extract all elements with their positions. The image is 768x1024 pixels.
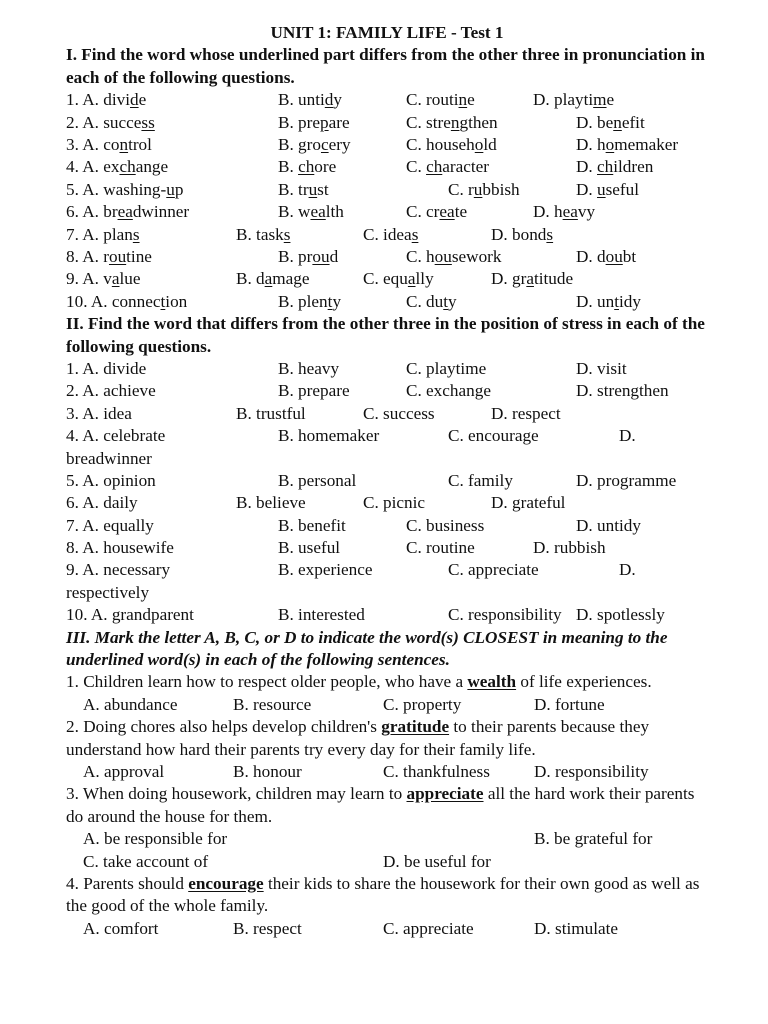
section-1-heading: I. Find the word whose underlined part differs from the other three in pronunciation in each of the following questions. [66,45,705,87]
question-row [66,515,708,537]
question-text: 3. When doing housework, children may learn to appreciate all the hard work their parents do around the house for them. [66,784,695,826]
underlined-part: ou [312,246,330,266]
underlined-part: a [264,269,273,289]
option-c: C. routine [406,90,475,110]
underlined-part: ea [562,202,578,222]
option-b: B. prepare [278,381,350,401]
section-3-question-2 [66,716,708,783]
question-row [66,380,708,402]
option-a: 7. A. equally [66,515,154,535]
option-c: C. picnic [363,493,426,513]
option-a: 8. A. housewife [66,538,174,558]
underlined-part: o [605,135,615,154]
underlined-keyword: encourage [188,874,264,894]
option-c: C. property [383,694,462,714]
option-c: C. household [406,135,497,154]
underlined-part: ss [141,112,155,132]
question-text: 2. Doing chores also helps develop children's gratitude to their parents because they understand how hard their parents try every day for their family life. [66,717,650,759]
option-d: D. children [576,157,654,177]
option-b: B. personal [278,470,357,490]
underlined-part: m [593,90,607,110]
option-d: D. rubbish [533,538,606,558]
question-row [66,246,708,268]
underlined-part: s [132,224,140,244]
option-d: D. homemaker [576,135,679,154]
option-a: 4. A. celebrate [66,426,166,446]
answer-options [66,851,708,873]
option-c: C. take account of [83,851,209,871]
answer-options [66,918,708,940]
underlined-part: s [546,224,554,244]
option-b: B. prepare [278,112,350,132]
section-3-heading: III. Mark the letter A, B, C, or D to indicate the word(s) CLOSEST in meaning to the underlined word(s) in each of the following sentences. [66,627,668,670]
option-c: C. exchange [406,381,491,401]
underlined-part: ch [119,157,136,177]
underlined-part: ou [108,246,127,266]
option-a: A. be responsible for [83,829,228,849]
option-c: C. ideas [363,224,419,244]
underlined-part: n [613,112,622,132]
underlined-part: c [320,135,329,154]
option-b: B. grocery [278,135,351,154]
underlined-part: t [614,291,619,311]
option-b: B. tasks [236,224,291,244]
question-row [66,604,708,626]
underlined-part: ea [439,202,455,222]
underlined-part: t [443,291,449,311]
option-d: D. strengthen [576,381,669,401]
option-c: C. thankfulness [383,762,490,782]
option-b: B. wealth [278,202,344,222]
underlined-part: a [111,269,120,289]
option-d: D. stimulate [534,918,619,938]
option-b: B. experience [278,560,373,580]
option-c: C. appreciate [383,918,474,938]
option-c: C. responsibility [448,605,562,625]
option-d: D. spotlessly [576,605,665,625]
option-a: 10. A. connection [66,291,188,311]
page-title: UNIT 1: FAMILY LIFE - Test 1 [270,23,504,42]
option-b: B. believe [236,493,306,513]
option-d: D. untidy [576,291,641,311]
option-d: D. visit [576,358,627,378]
question-row [66,425,708,447]
option-b: B. be grateful for [534,829,653,849]
option-c: C. encourage [448,426,539,446]
option-c: C. equally [363,269,434,289]
question-row [66,201,708,223]
option-d: D. grateful [491,493,566,513]
underlined-part: ea [310,202,326,222]
answer-options [66,761,708,783]
option-c: C. housework [406,246,502,266]
option-a: 1. A. divide [66,358,147,378]
option-d: D. [619,560,636,580]
section-2-questions [66,358,708,627]
option-b: B. damage [236,269,310,289]
underlined-part: a [526,269,534,289]
option-d: D. gratitude [491,269,574,289]
underlined-part: ou [434,246,452,266]
option-c: C. success [363,403,435,423]
underlined-part: u [597,179,606,199]
option-b: B. plenty [278,291,342,311]
question-row [66,492,708,514]
option-a: 10. A. grandparent [66,605,194,625]
underlined-keyword: gratitude [381,717,450,737]
option-b: B. trustful [236,403,306,423]
option-b: B. homemaker [278,426,380,446]
question-row [66,156,708,178]
underlined-part: p [320,112,329,132]
question-row [66,112,708,134]
wrapped-option-text: breadwinner [66,448,152,468]
answer-options [66,828,708,850]
question-row [66,537,708,559]
option-d: D. benefit [576,112,645,132]
option-b: B. untidy [278,90,342,110]
option-a: 9. A. necessary [66,560,171,580]
option-a: 8. A. routine [66,246,152,266]
option-a: 6. A. daily [66,493,138,513]
option-c: C. business [406,515,485,535]
option-b: B. useful [278,538,341,558]
option-d: D. responsibility [534,762,649,782]
option-d: D. useful [576,179,640,199]
option-b: B. honour [233,762,302,782]
question-row [66,470,708,492]
option-c: C. strengthen [406,112,498,132]
question-row [66,179,708,201]
section-1-questions [66,89,708,313]
underlined-part: n [119,135,129,154]
underlined-part: t [160,291,166,311]
underlined-part: u [473,179,483,199]
option-d: D. doubt [576,246,637,266]
underlined-part: ch [298,157,315,177]
option-c: C. character [406,157,490,177]
underlined-part: ou [605,246,623,266]
underlined-part: u [308,179,318,199]
question-row [66,134,708,156]
option-d: D. be useful for [383,851,491,871]
option-a: 1. A. divide [66,90,147,110]
underlined-part: o [474,135,484,154]
option-a: A. approval [83,762,165,782]
option-d: D. untidy [576,515,641,535]
underlined-part: d [129,90,139,110]
underlined-part: n [458,90,468,110]
question-text: 1. Children learn how to respect older people, who have a wealth of life experiences. [66,672,652,692]
underlined-part: s [283,224,291,244]
underlined-part: ch [426,157,443,177]
option-b: B. heavy [278,358,340,378]
option-a: 5. A. washing-up [66,179,184,199]
answer-options [66,694,708,716]
option-b: B. chore [278,157,337,177]
underlined-part: d [324,90,334,110]
question-row [66,403,708,425]
section-3-question-1 [66,671,708,716]
option-a: 7. A. plans [66,224,140,244]
underlined-part: u [166,179,175,199]
underlined-part: a [407,269,416,289]
option-a: A. comfort [83,918,159,938]
underlined-part: n [450,112,460,132]
question-row [66,89,708,111]
question-row [66,224,708,246]
option-d: D. [619,426,636,446]
option-a: A. abundance [83,694,178,714]
option-d: D. bonds [491,224,554,244]
underlined-keyword: appreciate [406,784,484,804]
option-a: 2. A. achieve [66,381,156,401]
option-a: 4. A. exchange [66,157,169,177]
section-3-question-4 [66,873,708,940]
question-row [66,358,708,380]
question-row [66,268,708,290]
option-b: B. trust [278,179,329,199]
question-row [66,291,708,313]
option-a: 3. A. control [66,135,152,154]
underlined-part: t [327,291,333,311]
option-a: 5. A. opinion [66,470,156,490]
option-b: B. resource [233,694,312,714]
option-b: B. respect [233,918,302,938]
option-d: D. programme [576,470,677,490]
section-3-question-3 [66,783,708,873]
option-a: 6. A. breadwinner [66,202,190,222]
section-2-heading: II. Find the word that differs from the other three in the position of stress in each of the following questions. [66,314,705,356]
option-d: D. heavy [533,202,596,222]
option-a: 9. A. value [66,269,141,289]
option-c: C. rubbish [448,179,520,199]
option-a: 2. A. success [66,112,155,132]
option-d: D. playtime [533,90,615,110]
underlined-part: s [411,224,419,244]
option-d: D. respect [491,403,561,423]
option-b: B. interested [278,605,365,625]
option-c: C. appreciate [448,560,539,580]
question-text: 4. Parents should encourage their kids to share the housework for their own good as well as the good of the whole family. [66,874,700,916]
option-b: B. benefit [278,515,346,535]
option-c: C. create [406,202,468,222]
option-b: B. proud [278,246,339,266]
option-a: 3. A. idea [66,403,132,423]
underlined-keyword: wealth [467,672,517,692]
underlined-part: ea [117,202,133,222]
option-c: C. routine [406,538,475,558]
option-c: C. playtime [406,358,487,378]
option-c: C. family [448,470,513,490]
option-c: C. duty [406,291,457,311]
option-d: D. fortune [534,694,605,714]
wrapped-option-text: respectively [66,582,150,602]
question-row [66,559,708,581]
underlined-part: ch [597,157,614,177]
